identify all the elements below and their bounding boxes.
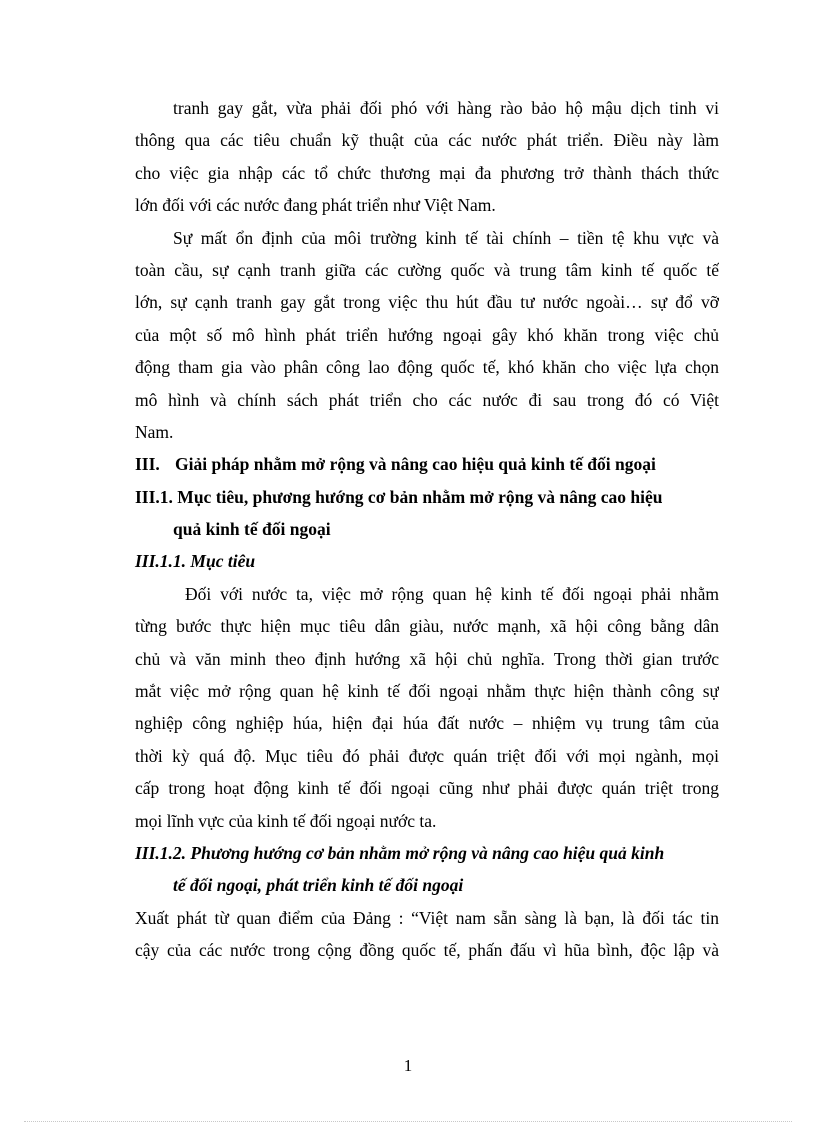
text-line: từng bước thực hiện mục tiêu dân giàu, nước mạnh, xã hội công bằng dân xyxy=(135,616,719,637)
page-number: 1 xyxy=(403,1056,413,1075)
text-line: Đối với nước ta, việc mở rộng quan hệ kinh tế đối ngoại phải nhằm xyxy=(185,583,719,604)
page-content xyxy=(135,92,719,967)
text-line: thời kỳ quá độ. Mục tiêu đó phải được quán triệt đối với mọi ngành, mọi xyxy=(135,745,719,766)
paragraph-instability xyxy=(135,222,719,449)
subsubsection-title-line: tế đối ngoại, phát triển kinh tế đối ngoại xyxy=(173,875,464,896)
text-line: mọi lĩnh vực của kinh tế đối ngoại nước ta. xyxy=(135,810,437,831)
text-line: chủ và văn minh theo định hướng xã hội chủ nghĩa. Trong thời gian trước xyxy=(135,648,719,669)
text-line: lớn, sự cạnh tranh gay gắt trong việc thu hút đầu tư nước ngoài… sự đổ vỡ xyxy=(135,292,719,313)
paragraph-direction xyxy=(135,902,719,967)
section-heading-3 xyxy=(135,448,719,480)
text-line: toàn cầu, sự cạnh tranh giữa các cường quốc và trung tâm kinh tế quốc tế xyxy=(135,259,719,280)
subsubsection-heading-3-1-1: III.1.1. Mục tiêu xyxy=(135,551,256,572)
paragraph-objectives xyxy=(135,578,719,837)
subsubsection-title-line: III.1.2. Phương hướng cơ bản nhằm mở rộng và nâng cao hiệu quả kinh xyxy=(135,842,665,863)
text-line: cho việc gia nhập các tổ chức thương mại đa phương trở thành thách thức xyxy=(135,162,719,183)
text-line: động tham gia vào phân công lao động quốc tế, khó khăn cho việc lựa chọn xyxy=(135,357,719,378)
text-line: cậy của các nước trong cộng đồng quốc tế, phấn đấu vì hũa bình, độc lập và xyxy=(135,940,719,961)
text-line: Sự mất ổn định của môi trường kinh tế tài chính – tiền tệ khu vực và xyxy=(173,227,719,248)
section-number: III. xyxy=(135,454,160,475)
text-line: mô hình và chính sách phát triển cho các nước đi sau trong đó có Việt xyxy=(135,389,719,410)
text-line: Nam. xyxy=(135,421,174,442)
text-line: mắt việc mở rộng quan hệ kinh tế đối ngoại nhằm thực hiện thành công sự xyxy=(135,681,719,702)
paragraph-continuation xyxy=(135,92,719,222)
text-line: thông qua các tiêu chuẩn kỹ thuật của các nước phát triển. Điều này làm xyxy=(135,130,719,151)
subsection-title-line: quả kinh tế đối ngoại xyxy=(173,519,331,540)
text-line: nghiệp công nghiệp húa, hiện đại húa đất nước – nhiệm vụ trung tâm của xyxy=(135,713,719,734)
subsubsection-heading-3-1-2 xyxy=(135,837,719,902)
text-line: Xuất phát từ quan điểm của Đảng : “Việt nam sẵn sàng là bạn, là đối tác tin xyxy=(135,907,719,928)
text-line: của một số mô hình phát triển hướng ngoại gây khó khăn trong việc chủ xyxy=(135,324,719,345)
subsection-title-line: III.1. Mục tiêu, phương hướng cơ bản nhằm mở rộng và nâng cao hiệu xyxy=(135,486,663,507)
text-line: tranh gay gắt, vừa phải đối phó với hàng rào bảo hộ mậu dịch tinh vi xyxy=(173,98,719,118)
section-title: Giải pháp nhằm mở rộng và nâng cao hiệu quả kinh tế đối ngoại xyxy=(175,454,656,475)
text-line: lớn đối với các nước đang phát triển như Việt Nam. xyxy=(135,195,496,216)
text-line: cấp trong hoạt động kinh tế đối ngoại cũng như phải được quán triệt trong xyxy=(135,778,719,799)
subsection-heading-3-1 xyxy=(135,481,719,546)
page-bottom-rule xyxy=(24,1121,792,1122)
